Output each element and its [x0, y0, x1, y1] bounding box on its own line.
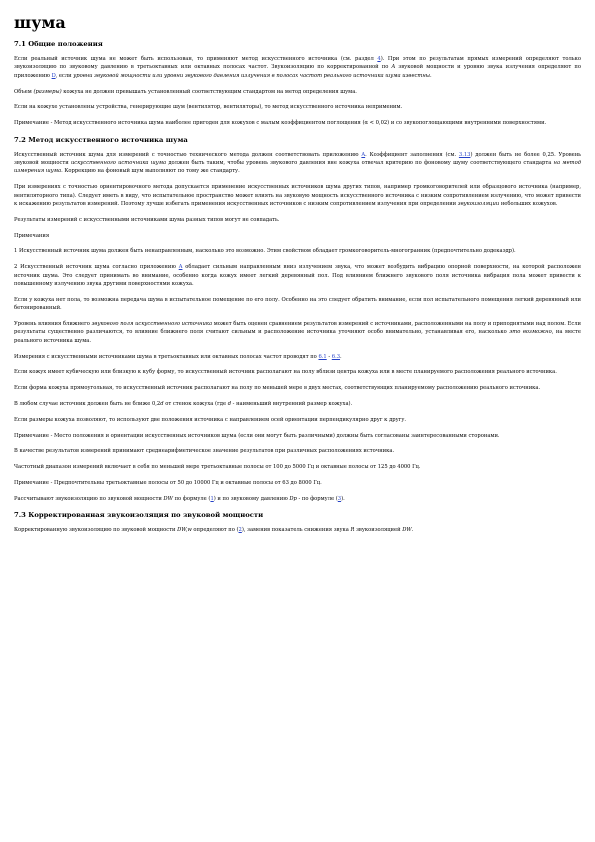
text-run: Примечание - Место положения и ориентации искусственных источников шума (если они могут быть различными) должны быть согласованы заинтересованными сторонами.: [14, 432, 500, 439]
text-run: Уровень влияния ближнего: [14, 321, 92, 328]
paragraph: [14, 463, 581, 471]
paragraph: [14, 232, 581, 240]
cross-reference-link[interactable]: 4: [377, 56, 381, 62]
italic-text: (размеры): [33, 88, 62, 95]
text-run: 2 Искусственный источник шума согласно приложению: [14, 264, 179, 271]
text-run: Если на кожухе установлены устройства, генерирующие шум (вентилятор, вентиляторы), то метод искусственного источника неприменим.: [14, 104, 403, 111]
paragraph: [14, 263, 581, 288]
paragraph: [14, 247, 581, 255]
text-run: В качестве результатов измерений принимают среднеарифметическое значение результатов при различных расположениях источника.: [14, 448, 395, 455]
paragraph: [14, 151, 581, 176]
paragraph: [14, 119, 581, 127]
italic-text: DW,w: [177, 527, 192, 534]
text-run: звукоизоляцией: [354, 527, 403, 534]
italic-text: DW: [402, 527, 412, 534]
text-run: Примечания: [14, 232, 50, 239]
italic-text: это возможно: [509, 329, 552, 336]
italic-text: звукоизоляции: [457, 201, 500, 208]
text-run: ), заменив показатель снижения звука: [241, 527, 351, 534]
text-run: Если размеры кожуха позволяют, то используют две положения источника с направлением осей ориентации перпендикулярно друг к другу.: [14, 416, 407, 423]
cross-reference-link[interactable]: 6.3: [331, 353, 341, 360]
text-run: , если: [55, 72, 74, 79]
cross-reference-link[interactable]: 3.13: [458, 151, 471, 158]
text-run: 1 Искусственный источник шума должен быть ненаправленным, насколько это возможно. Этим свойством обладает громкоговоритель-многогранник (предпочтительно додекаэдр).: [14, 248, 516, 255]
paragraph: [14, 103, 581, 111]
italic-text: A: [391, 64, 396, 71]
text-run: Примечание - Предпочтительны третьоктавные полосы от 50 до 10000 Гц и октавные полосы от 63 до 8000 Гц.: [14, 480, 322, 487]
text-run: Если кожух имеет кубическую или близкую к кубу форму, то искусственный источник располагают на полу вблизи центра кожуха или в месте планируемого расположения реального источника.: [14, 369, 557, 376]
section-heading: 7.3 Корректированная звукоизоляция по звуковой мощности: [14, 511, 264, 520]
paragraph: [14, 296, 581, 313]
text-run: Объем: [14, 88, 34, 95]
page-title: шума: [14, 13, 66, 32]
cross-reference-link[interactable]: 6.1: [318, 353, 327, 360]
text-run: Частотный диапазон измерений включает в себя по меньшей мере третьоктавные полосы от 100 до 5000 Гц и октавные полосы от 125 до 4000 Гц.: [14, 464, 421, 471]
italic-text: искусственного источника шума: [70, 160, 167, 167]
text-run: Рассчитывают звукоизоляцию по звуковой мощности: [14, 495, 164, 502]
paragraph: [14, 384, 581, 392]
paragraph: [14, 416, 581, 424]
cross-reference-link[interactable]: 2: [238, 527, 242, 534]
text-run: обладает сильным направленным вниз излучением звука, что может возбудить вибрацию опорной поверхности, на которой расположен источник шума. Это следует принимать во внимание, особенно когда кожух имеет легкий деревянный пол. Под влиянием ближнего звукового поля источника вибрация пола может привести к повышенному излучению звука другими поверхностями кожуха.: [14, 264, 581, 288]
text-run: -: [326, 353, 332, 360]
text-run: В любом случае источник должен быть не ближе 0,2: [14, 401, 161, 408]
text-run: по формуле (: [172, 495, 211, 502]
text-run: должен быть таким, чтобы уровень звукового давления вне кожуха отвечал критерию по фоновому шуму соответствующего стандарта: [166, 160, 554, 167]
paragraph: [14, 447, 581, 455]
paragraph: [14, 55, 581, 80]
text-run: Искусственный источник шума для измерений с точностью технического метода должен соответствовать приложению: [14, 151, 362, 158]
paragraph: [14, 88, 581, 96]
text-run: ).: [341, 495, 345, 502]
text-run: ) и по звуковому давлению: [213, 495, 290, 502]
text-run: , на месте реального источника шума.: [14, 329, 581, 344]
text-run: .: [340, 353, 342, 360]
text-run: определяют по (: [191, 527, 239, 534]
cross-reference-link[interactable]: 1: [210, 495, 214, 502]
paragraph: [14, 432, 581, 440]
text-run: - наименьший внутренний размер кожуха).: [231, 401, 353, 408]
italic-text: Dp: [289, 495, 297, 502]
cross-reference-link[interactable]: 3: [337, 495, 342, 502]
text-run: Корректированную звукоизоляцию по звуковой мощности: [14, 527, 178, 534]
italic-text: уровни звуковой мощности или уровни звукового давления излучения в полосах частот реального источника шума известны.: [73, 72, 432, 79]
text-run: кожуха не должен превышать установленный соответствующим стандартом на метод определения шума.: [61, 88, 357, 95]
paragraph: [14, 368, 581, 376]
text-run: Если форма кожуха прямоугольная, то искусственный источник располагают на полу по меньшей мере в двух местах, соответствующих планируемому расположению реального источника.: [14, 385, 541, 392]
text-run: . Коэффициент заполнения (см.: [365, 151, 459, 158]
italic-text: DW: [163, 495, 173, 502]
text-run: может быть оценен сравнением результатов измерений с источниками, расположенными на полу и приподнятыми над полом. Если результаты существенно различаются, то влияние ближнего поля считают сильным и расположение источника уточняют особо внимательно, устанавливая его, насколько: [14, 321, 581, 336]
text-run: Измерения с искусственными источниками шума в третьоктавных или октавных полосах частот проводят по: [14, 353, 319, 360]
text-run: ). При этом по результатам прямых измерений определяют только звукоизоляцию по звуковому давлению в третьоктавных или октавных полосах частот. Звукоизоляцию по корректированной по: [14, 56, 581, 71]
paragraph: [14, 320, 581, 345]
text-run: .: [411, 527, 414, 534]
paragraph: [14, 183, 581, 208]
paragraph: [14, 479, 581, 487]
italic-text: звукового поля искусственного источника: [91, 321, 213, 328]
text-run: от стенок кожуха (где: [163, 401, 228, 408]
italic-text: d: [227, 401, 232, 408]
text-run: ) должен быть не более 0,25. Уровень звуковой мощности: [14, 151, 582, 167]
paragraph: [14, 495, 581, 503]
text-run: Примечание - Метод искусственного источника шума наиболее пригоден для кожухов с малым коэффициентом поглощения (α < 0,02) и со звукопоглощающими внутренними поверхностями.: [14, 120, 547, 127]
text-run: . Коррекцию на фоновый шум выполняют по тому же стандарту.: [61, 168, 240, 175]
text-run: - по формуле (: [296, 495, 338, 502]
text-run: При измерениях с точностью ориентировочного метода допускается применение искусственных источников шума других типов, например громкоговорителей или образцового источника (например, вентиляторного типа). Следует иметь в виду, что испытательное пространство может влиять на звуковую мощность искусственного источника с низким сопротивлением излучению, что может привести к искажению результатов измерений. Поэтому лучше избегать применения искусственных источников с низким сопротивлением излучения при определении: [14, 184, 581, 208]
section-heading: 7.2 Метод искусственного источника шума: [14, 135, 188, 144]
italic-text: R: [350, 527, 355, 534]
text-run: звуковой мощности и уровню звука излучения определяют по приложению: [14, 64, 581, 79]
document-body: [14, 40, 581, 535]
paragraph: [14, 526, 581, 534]
text-run: Если у кожуха нет пола, то возможна передача шума в испытательное помещение по его полу. Особенно на это следует обратить внимание, если пол испытательного помещения легкий деревянный или бетонированный.: [14, 296, 581, 312]
paragraph: [14, 353, 581, 361]
cross-reference-link[interactable]: A: [178, 264, 183, 271]
text-run: небольших кожухов.: [499, 201, 558, 208]
paragraph: [14, 400, 581, 408]
text-run: Если реальный источник шума не может быть использован, то применяют метод искусственного источника (см. раздел: [14, 56, 378, 62]
text-run: Результаты измерений с искусственными источниками шума разных типов могут не совпадать.: [14, 216, 280, 223]
cross-reference-link[interactable]: A: [361, 151, 366, 158]
italic-text: d: [160, 401, 164, 408]
cross-reference-link[interactable]: D: [51, 72, 56, 79]
section-heading: 7.1 Общие положения: [14, 40, 103, 48]
italic-text: на метод измерения шума: [14, 160, 581, 175]
paragraph: [14, 216, 581, 224]
